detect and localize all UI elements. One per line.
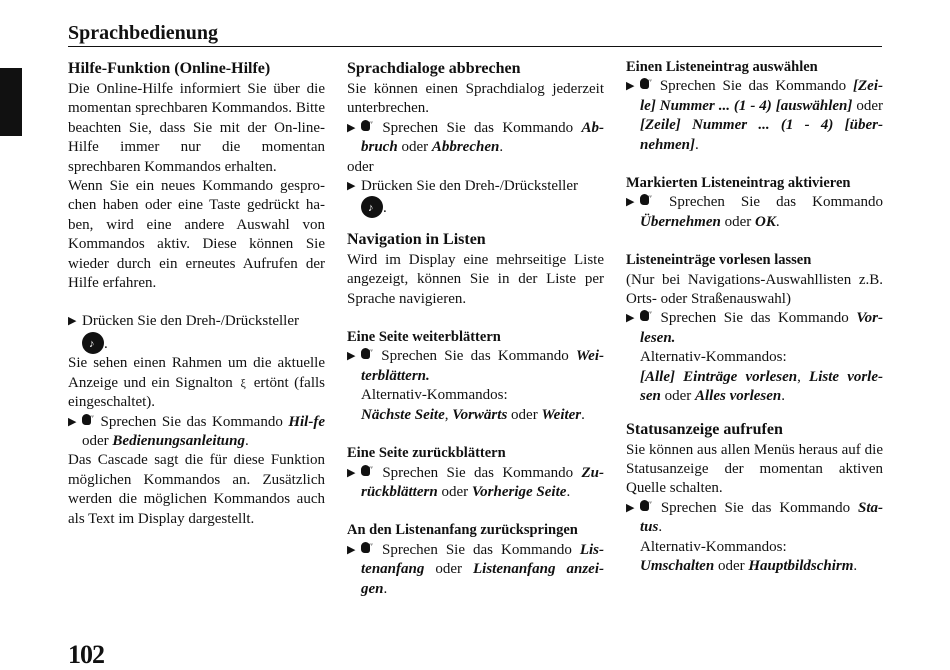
triangle-bullet-icon: ▶ (626, 196, 635, 209)
paragraph: Sie können aus allen Menüs heraus auf die Statusanzeige der momentan aktiven Quelle schalten. (626, 441, 883, 497)
column-1 (68, 58, 325, 529)
heading-navigation-lists: Navigation in Listen (347, 230, 486, 248)
page-number: 102 (68, 640, 104, 669)
speak-icon (361, 542, 373, 555)
rotary-knob-icon (82, 332, 104, 354)
triangle-bullet-icon: ▶ (347, 350, 356, 363)
alt-commands-label: Alternativ-Kommandos: (640, 349, 787, 366)
instruction-press-knob: ▶ Drücken Sie den Dreh-/Drücksteller ♪. (68, 312, 325, 354)
instruction-speak-status: ▶ ′′ Sprechen Sie das Kommando Sta-tus. (626, 499, 883, 538)
triangle-bullet-icon: ▶ (626, 80, 635, 93)
speak-icon (640, 194, 652, 207)
triangle-bullet-icon: ▶ (347, 121, 356, 134)
triangle-bullet-icon: ▶ (347, 180, 356, 193)
instruction-press-knob: ▶ Drücken Sie den Dreh-/Drücksteller ♪. (347, 177, 604, 219)
paragraph: Wird im Display eine mehrseitige Liste angezeigt, können Sie in der Liste per Sprache navigieren. (347, 251, 604, 307)
column-2 (347, 58, 604, 599)
heading-status-display: Statusanzeige aufrufen (626, 420, 783, 438)
page-title: Sprachbedienung (68, 22, 219, 44)
paragraph: Das Cascade sagt die für diese Funktion möglichen Kommandos an. Zusätzlich werden die möglichen Kommandos auch als Text im Display dargestellt. (68, 452, 325, 527)
triangle-bullet-icon: ▶ (626, 501, 635, 514)
speak-icon (361, 348, 373, 361)
heading-abort-dialogs: Sprachdialoge abbrechen (347, 60, 521, 77)
heading-next-page: Eine Seite weiterblättern (347, 329, 501, 346)
heading-activate-entry: Markierten Listeneintrag aktivieren (626, 175, 851, 192)
speak-icon (361, 120, 373, 133)
oder-text: oder (347, 158, 374, 175)
chapter-tab-marker (0, 68, 22, 136)
instruction-speak-help: ▶ ′′ Sprechen Sie das Kommando Hil-fe oder Bedienungsanleitung. (68, 413, 325, 452)
instruction-speak-back: ▶ ′′ Sprechen Sie das Kommando Zu-rückblättern oder Vorherige Seite. (347, 464, 604, 503)
alt-commands-label: Alternativ-Kommandos: (361, 387, 508, 404)
heading-read-entries: Listeneinträge vorlesen lassen (626, 252, 812, 269)
instruction-speak-read: ▶ ′′ Sprechen Sie das Kommando Vor-lesen. (626, 309, 883, 348)
instruction-speak-activate: ▶ ′′ Sprechen Sie das Kommando Übernehmen oder OK. (626, 193, 883, 232)
heading-select-entry: Einen Listeneintrag auswählen (626, 59, 818, 75)
paragraph: (Nur bei Navigations-Auswahllisten z.B. Orts- oder Straßenauswahl) (626, 271, 883, 308)
alt-commands-label: Alternativ-Kommandos: (640, 538, 787, 555)
alt-commands: Nächste Seite, Vorwärts oder Weiter. (361, 406, 585, 423)
triangle-bullet-icon: ▶ (347, 466, 356, 479)
paragraph: Sie können einen Sprachdialog jederzeit unterbrechen. (347, 81, 604, 117)
speak-icon (361, 465, 373, 478)
instruction-speak-next: ▶ ′′ Sprechen Sie das Kommando Wei-terblättern. (347, 347, 604, 386)
page-header (68, 20, 882, 47)
heading-list-start: An den Listenanfang zurückspringen (347, 522, 578, 539)
alt-commands: Umschalten oder Hauptbildschirm. (640, 557, 858, 574)
alt-commands: [Alle] Einträge vorlesen, Liste vorle-sen oder Alles vorlesen. (640, 368, 884, 405)
column-3 (626, 58, 883, 576)
paragraph: Sie sehen einen Rahmen um die aktuelle Anzeige und ein Signalton ξ ertönt (falls eingeschaltet). (68, 355, 326, 411)
triangle-bullet-icon: ▶ (68, 415, 77, 428)
triangle-bullet-icon: ▶ (626, 312, 635, 325)
instruction-speak-start: ▶ ′′ Sprechen Sie das Kommando Lis-tenanfang oder Listenanfang anzei-gen. (347, 541, 604, 599)
instruction-speak-select: ▶ ′′ Sprechen Sie das Kommando [Zei-le] Nummer ... (1 - 4) [auswählen] oder [Zeile] Nummer ... (1 - 4) [über-nehmen]. (626, 77, 883, 155)
instruction-speak-abort: ▶ ′′ Sprechen Sie das Kommando Ab-bruch oder Abbrechen. (347, 119, 604, 158)
speak-icon (640, 78, 652, 91)
triangle-bullet-icon: ▶ (68, 315, 77, 328)
speak-icon (82, 414, 94, 427)
signal-tone-icon: ξ (240, 375, 246, 390)
heading-help-function: Hilfe-Funktion (Online-Hilfe) (68, 60, 271, 77)
paragraph: Wenn Sie ein neues Kommando gespro-chen haben oder eine Taste gedrückt ha-ben, wird eine andere Auswahl von Kommandos aktiv. Diese können Sie wieder durch ein erneutes Aufrufen der Hilfe erfahren. (68, 178, 325, 292)
speak-icon (640, 310, 652, 323)
triangle-bullet-icon: ▶ (347, 543, 356, 556)
paragraph: Die Online-Hilfe informiert Sie über die momentan sprechbaren Kommandos. Bitte beachten Sie, dass Sie mit der On-line-Hilfe immer nur die momentan sprechbaren Kommandos erhalten. (68, 81, 325, 175)
rotary-knob-icon (361, 196, 383, 218)
speak-icon (640, 500, 652, 513)
heading-previous-page: Eine Seite zurückblättern (347, 445, 506, 462)
